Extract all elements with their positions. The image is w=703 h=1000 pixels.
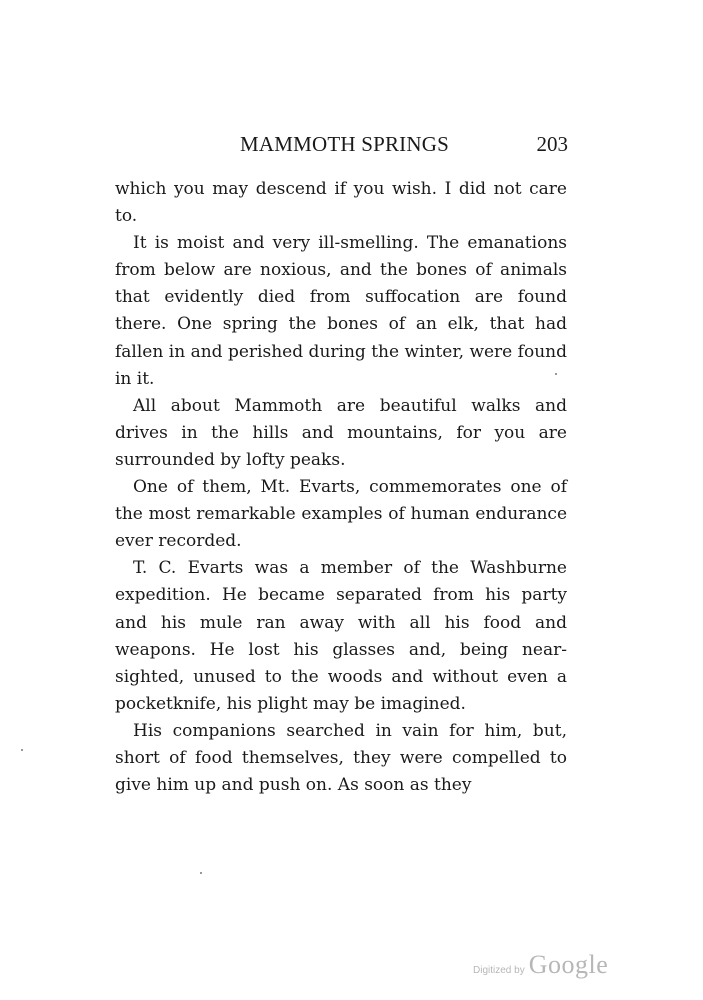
paragraph: T. C. Evarts was a member of the Washburne expedition. He became separated from his party and his mule ran away with all his food and weapons. He lost his glasses and, being nearsighted, unused to the woods and without even a pocketknife, his plight may be imagined. xyxy=(115,558,567,714)
body-text xyxy=(115,176,567,799)
scan-speck xyxy=(21,749,23,751)
google-logo: Google xyxy=(528,950,609,979)
running-head xyxy=(115,132,570,162)
paragraph: One of them, Mt. Evarts, commemorates one of the most remarkable examples of human endurance ever recorded. xyxy=(115,477,567,552)
page-number: 203 xyxy=(536,132,568,156)
running-title: MAMMOTH SPRINGS xyxy=(240,132,449,156)
scan-speck xyxy=(555,373,557,375)
digitized-watermark xyxy=(473,950,608,980)
paragraph: It is moist and very ill-smelling. The emanations from below are noxious, and the bones of animals that evidently died from suffocation are found there. One spring the bones of an elk, that had fallen in and perished during the winter, were found in it. xyxy=(115,233,567,389)
watermark-prefix: Digitized by xyxy=(473,965,525,976)
scan-speck xyxy=(200,872,202,874)
paragraph: His companions searched in vain for him, but, short of food themselves, they were compelled to give him up and push on. As soon as they xyxy=(115,720,567,796)
paragraph-continued: which you may descend if you wish. I did not care to. xyxy=(115,179,567,227)
paragraph: All about Mammoth are beautiful walks and drives in the hills and mountains, for you are surrounded by lofty peaks. xyxy=(115,395,567,470)
